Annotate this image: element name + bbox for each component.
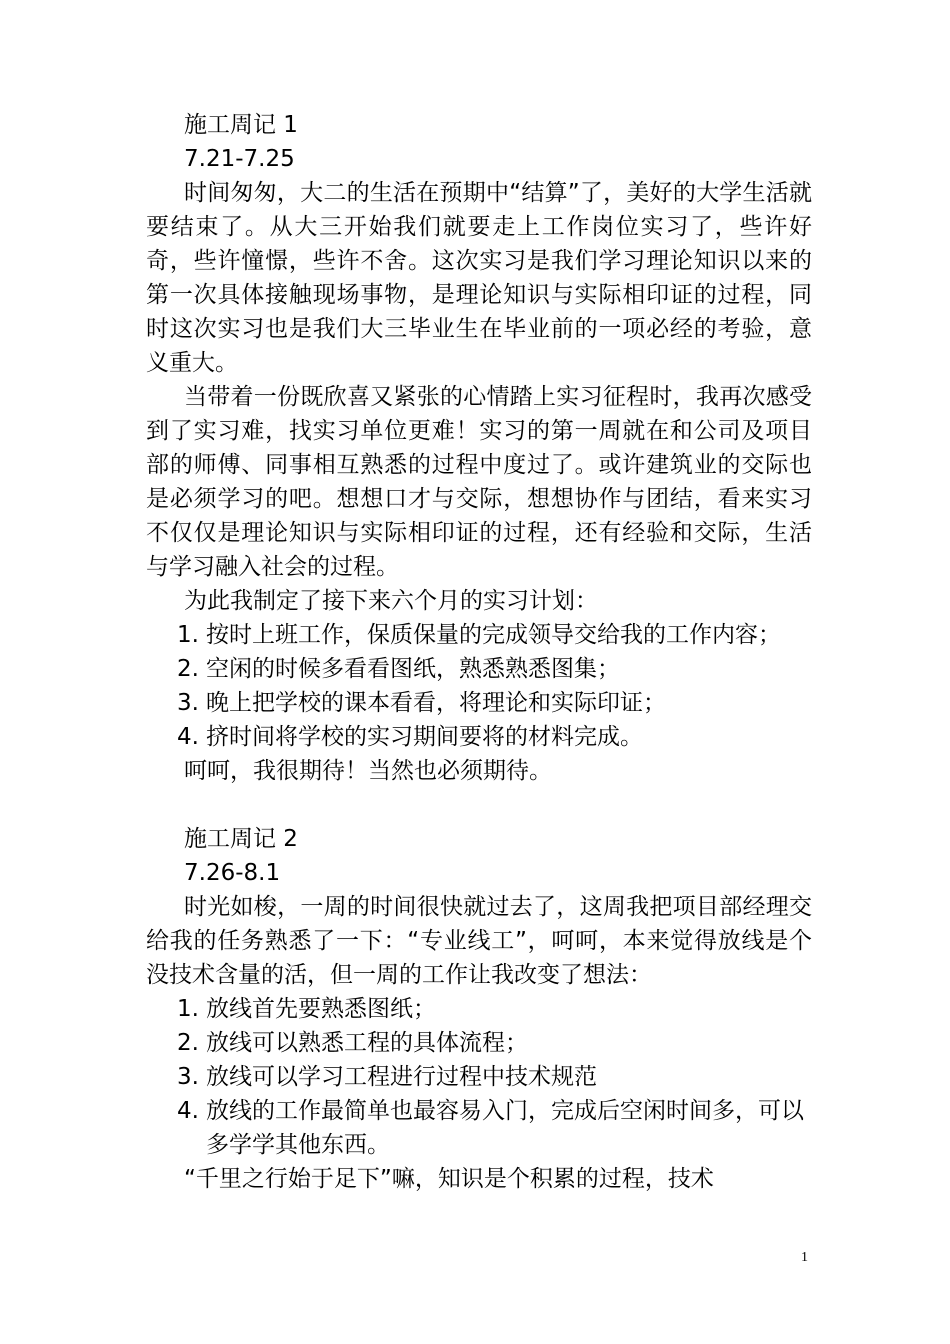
week1-plan-intro: 为此我制定了接下来六个月的实习计划： <box>184 588 598 614</box>
page-number: 1 <box>801 1250 808 1265</box>
list-item-text: 挤时间将学校的实习期间要将的材料完成。 <box>206 724 643 750</box>
list-item-text: 晚上把学校的课本看看，将理论和实际印证； <box>206 690 666 716</box>
section-spacer <box>146 788 812 822</box>
list-item-number: 4. <box>177 1098 199 1124</box>
list-item-number: 4. <box>177 724 199 750</box>
list-item-number: 2. <box>177 1030 199 1056</box>
week2-paragraph-1: 时光如梭，一周的时间很快就过去了，这周我把项目部经理交给我的任务熟悉了一下：“专业线工”，呵呵，本来觉得放线是个没技术含量的活，但一周的工作让我改变了想法： <box>146 894 812 988</box>
list-item <box>146 686 812 720</box>
list-item-number: 3. <box>177 690 199 716</box>
list-item <box>146 992 812 1026</box>
list-item <box>146 652 812 686</box>
week1-paragraph-2: 当带着一份既欣喜又紧张的心情踏上实习征程时，我再次感受到了实习难，找实习单位更难！实习的第一周就在和公司及项目部的师傅、同事相互熟悉的过程中度过了。或许建筑业的交际也是必须学习的吧。想想口才与交际，想想协作与团结，看来实习不仅仅是理论知识与实际相印证的过程，还有经验和交际，生活与学习融入社会的过程。 <box>146 384 812 580</box>
list-item-number: 3. <box>177 1064 199 1090</box>
week2-item-list <box>146 992 812 1162</box>
week1-closing: 呵呵，我很期待！当然也必须期待。 <box>184 758 552 784</box>
list-item <box>146 1094 812 1162</box>
list-item-text: 放线可以熟悉工程的具体流程； <box>206 1030 528 1056</box>
list-item-text: 空闲的时候多看看图纸，熟悉熟悉图集； <box>206 656 620 682</box>
week1-plan-list <box>146 618 812 754</box>
list-item-text: 放线可以学习工程进行过程中技术规范 <box>206 1064 597 1090</box>
week2-dates: 7.26-8.1 <box>184 860 281 886</box>
list-item <box>146 1060 812 1094</box>
list-item-number: 1. <box>177 622 199 648</box>
list-item-text: 按时上班工作，保质保量的完成领导交给我的工作内容； <box>206 622 781 648</box>
week2-title: 施工周记 2 <box>184 826 298 852</box>
list-item <box>146 1026 812 1060</box>
list-item-text: 放线首先要熟悉图纸； <box>206 996 436 1022</box>
list-item <box>146 618 812 652</box>
week1-paragraph-1: 时间匆匆，大二的生活在预期中“结算”了，美好的大学生活就要结束了。从大三开始我们就要走上工作岗位实习了，些许好奇，些许憧憬，些许不舍。这次实习是我们学习理论知识以来的第一次具体接触现场事物，是理论知识与实际相印证的过程，同时这次实习也是我们大三毕业生在毕业前的一项必经的考验，意义重大。 <box>146 180 812 376</box>
list-item-text: 放线的工作最简单也最容易入门，完成后空闲时间多，可以多学学其他东西。 <box>206 1098 804 1158</box>
list-item-number: 2. <box>177 656 199 682</box>
week1-dates: 7.21-7.25 <box>184 146 295 172</box>
week2-closing: “千里之行始于足下”嘛，知识是个积累的过程，技术 <box>184 1166 714 1192</box>
list-item <box>146 720 812 754</box>
document-body <box>146 108 812 1196</box>
list-item-number: 1. <box>177 996 199 1022</box>
week1-title: 施工周记 1 <box>184 112 298 138</box>
